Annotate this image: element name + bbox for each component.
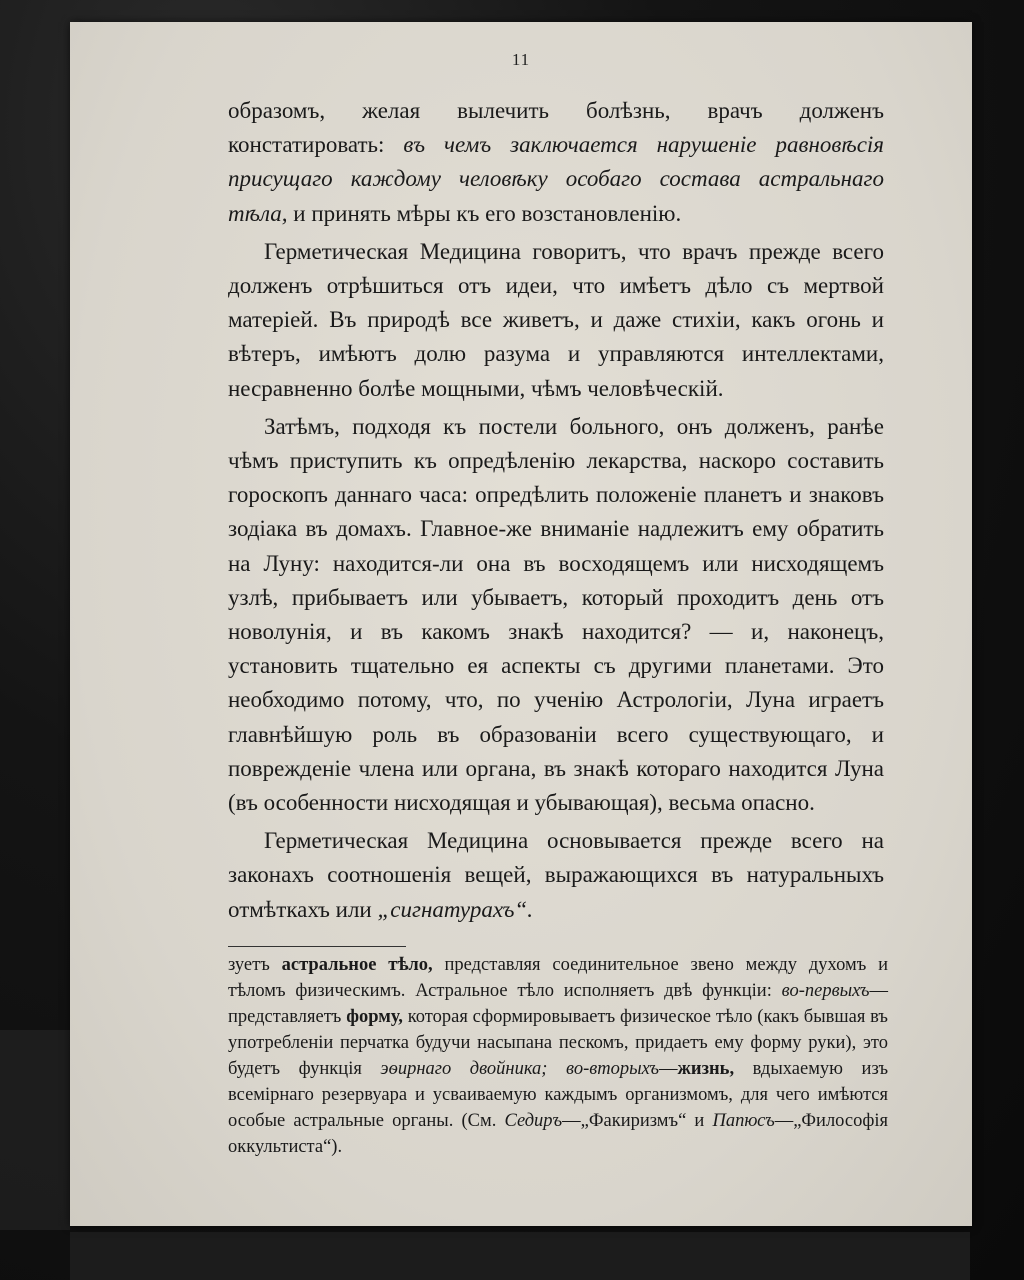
paragraph-4 bbox=[228, 824, 884, 927]
footnote-segment: зуетъ bbox=[228, 955, 282, 975]
footnote-segment: —„Философія оккультиста“). bbox=[228, 1111, 888, 1157]
main-text bbox=[228, 94, 884, 927]
footnote-rule bbox=[228, 946, 406, 947]
footnote-segment: жизнь, bbox=[677, 1059, 735, 1079]
book-page bbox=[70, 22, 972, 1226]
paragraph-4-segment: Герметическая Медицина основывается прежде всего на законахъ соотношенія вещей, выражающихся въ натуральныхъ отмѣткахъ или bbox=[228, 828, 884, 922]
footnote-segment: вдыхаемую изъ всемірнаго резервуара и усваиваемую каждымъ организмомъ, для чего имѣются особые астральные органы. (См. bbox=[228, 1059, 889, 1131]
footnote-text bbox=[228, 952, 888, 1160]
paragraph-2-segment: Герметическая Медицина говоритъ, что врачъ прежде всего долженъ отрѣшиться отъ идеи, что имѣетъ дѣло съ мертвой матеріей. Въ природѣ все живетъ, и даже стихіи, какъ огонь и вѣтеръ, имѣютъ долю разума и управляются интеллектами, несравненно болѣе мощными, чѣмъ человѣческій. bbox=[228, 238, 884, 401]
paragraph-3-segment: Затѣмъ, подходя къ постели больного, онъ долженъ, ранѣе чѣмъ приступить къ опредѣленію лекарства, наскоро составить гороскопъ даннаго часа: опредѣлить положеніе планетъ и знаковъ зодіака въ домахъ. Главное-же вниманіе надлежитъ ему обратить на Луну: находится-ли она въ восходящемъ или нисходящемъ узлѣ, прибываетъ или убываетъ, который проходитъ день отъ новолунія, и въ какомъ знакѣ находится? — и, наконецъ, установить тщательно ея аспекты съ другими планетами. Это необходимо потому, что, по ученію Астрологіи, Луна играетъ главнѣйшую роль въ образованіи всего существующаго, и поврежденіе члена или органа, въ знакѣ котораго находится Луна (въ особенности нисходящая и убывающая), весьма опасно. bbox=[228, 413, 884, 816]
footnote bbox=[228, 952, 888, 1160]
footnote-segment: которая сформировываетъ физическое тѣло (какъ бывшая въ употребленіи перчатка будучи насыпана пескомъ, придаетъ ему форму руки), это будетъ функція bbox=[228, 1007, 889, 1079]
background-book-edge bbox=[0, 1030, 70, 1230]
paragraph-3 bbox=[228, 410, 884, 820]
footnote-segment: эѳирнаго двойника; во-вторыхъ bbox=[380, 1059, 660, 1079]
page-number: 11 bbox=[511, 50, 531, 69]
footnote-segment: — bbox=[659, 1059, 678, 1079]
footnote-segment: —„Факиризмъ“ и bbox=[562, 1111, 713, 1131]
background-book-bottom bbox=[70, 1232, 970, 1280]
footnote-segment: —представляетъ bbox=[228, 981, 888, 1027]
paragraph-1-segment: и принять мѣры къ его возстановленію. bbox=[287, 200, 682, 226]
paragraph-1 bbox=[228, 94, 884, 231]
footnote-segment: представляя соединительное звено между духомъ и тѣломъ физическимъ. Астральное тѣло исполняетъ двѣ функціи: bbox=[228, 955, 889, 1001]
footnote-segment: во-первыхъ bbox=[781, 981, 870, 1001]
footnote-segment: астральное тѣло, bbox=[281, 955, 433, 975]
paragraph-1-segment: въ чемъ заключается нарушеніе равновѣсія присущаго каждому человѣку особаго состава астральнаго тѣла, bbox=[228, 132, 884, 226]
paragraph-1-segment: образомъ, желая вылечить болѣзнь, врачъ долженъ констатировать: bbox=[228, 98, 884, 158]
footnote-segment: форму, bbox=[346, 1007, 403, 1027]
footnote-segment: Папюсъ bbox=[712, 1111, 775, 1131]
paragraph-2 bbox=[228, 235, 884, 406]
footnote-segment: Седиръ bbox=[504, 1111, 563, 1131]
paragraph-4-segment: „сигнатурахъ“. bbox=[377, 896, 533, 922]
